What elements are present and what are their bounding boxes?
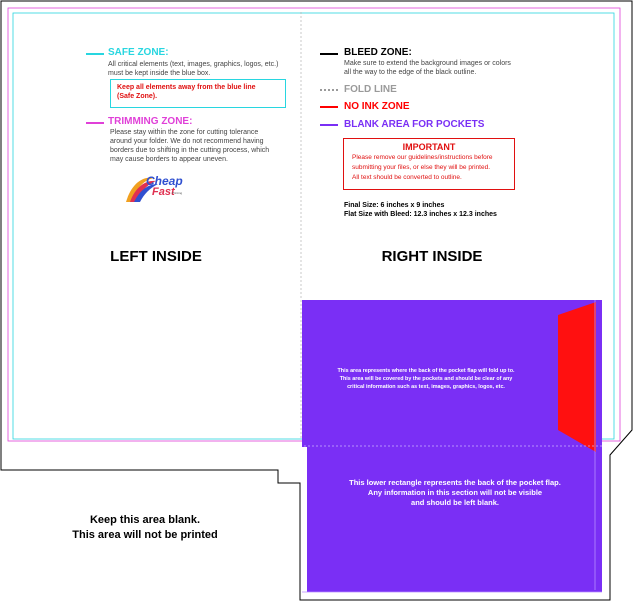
- no-ink-title: NO INK ZONE: [344, 101, 410, 112]
- no-ink-swatch: [320, 106, 338, 108]
- logo-word-cheap: Cheap: [146, 174, 183, 188]
- left-inside-label: LEFT INSIDE: [110, 248, 202, 265]
- trim-zone-swatch: [86, 122, 104, 124]
- safe-zone-note: Keep all elements away from the blue line (Safe Zone).: [117, 84, 256, 100]
- cheap-fast-printing-logo: [122, 172, 192, 206]
- pocket-upper-note: This area represents where the back of the pocket flap will fold up to. This area will be covered by the pockets and should be clear of any critical information such as text, images, graphics, logos, etc.: [337, 368, 515, 390]
- important-notice-box: [343, 138, 515, 190]
- bleed-zone-swatch: [320, 53, 338, 55]
- safe-zone-note-box: [110, 79, 286, 108]
- blank-area-note: Keep this area blank. This area will not be printed: [72, 514, 218, 541]
- important-title: IMPORTANT: [402, 142, 456, 152]
- safe-zone-swatch: [86, 53, 104, 55]
- safe-zone-title: SAFE ZONE:: [108, 47, 169, 58]
- logo-word-fast: Fast: [152, 186, 175, 198]
- fold-line-title: FOLD LINE: [344, 84, 397, 95]
- flat-size-text: Flat Size with Bleed: 12.3 inches x 12.3 inches: [344, 211, 497, 218]
- blank-pockets-swatch: [320, 124, 338, 126]
- pocket-lower-note: This lower rectangle represents the back of the pocket flap. Any information in this section will not be visible and should be left blank.: [349, 478, 561, 507]
- bleed-zone-description: Make sure to extend the background images or colors all the way to the edge of the black outline.: [344, 60, 511, 76]
- pocket-back-area: [307, 447, 602, 592]
- final-size-text: Final Size: 6 inches x 9 inches: [344, 202, 445, 209]
- trim-zone-title: TRIMMING ZONE:: [108, 116, 193, 127]
- no-ink-zone: [558, 302, 596, 452]
- right-inside-label: RIGHT INSIDE: [381, 248, 483, 265]
- important-body: Please remove our guidelines/instructions before submitting your files, or else they will be printed. All text should be converted to outline.: [352, 154, 493, 181]
- blank-pockets-title: BLANK AREA FOR POCKETS: [344, 119, 485, 130]
- fold-line-swatch: [320, 89, 338, 91]
- safe-zone-description: All critical elements (text, images, graphics, logos, etc.) must be kept inside the blue box.: [108, 61, 279, 77]
- logo-tagline: Printing: [172, 191, 183, 195]
- trim-zone-description: Please stay within the zone for cutting tolerance around your folder. We do not recommend having borders due to shifting in the cutting process, which may cause borders to appear uneven.: [110, 129, 270, 163]
- bleed-zone-title: BLEED ZONE:: [344, 47, 412, 58]
